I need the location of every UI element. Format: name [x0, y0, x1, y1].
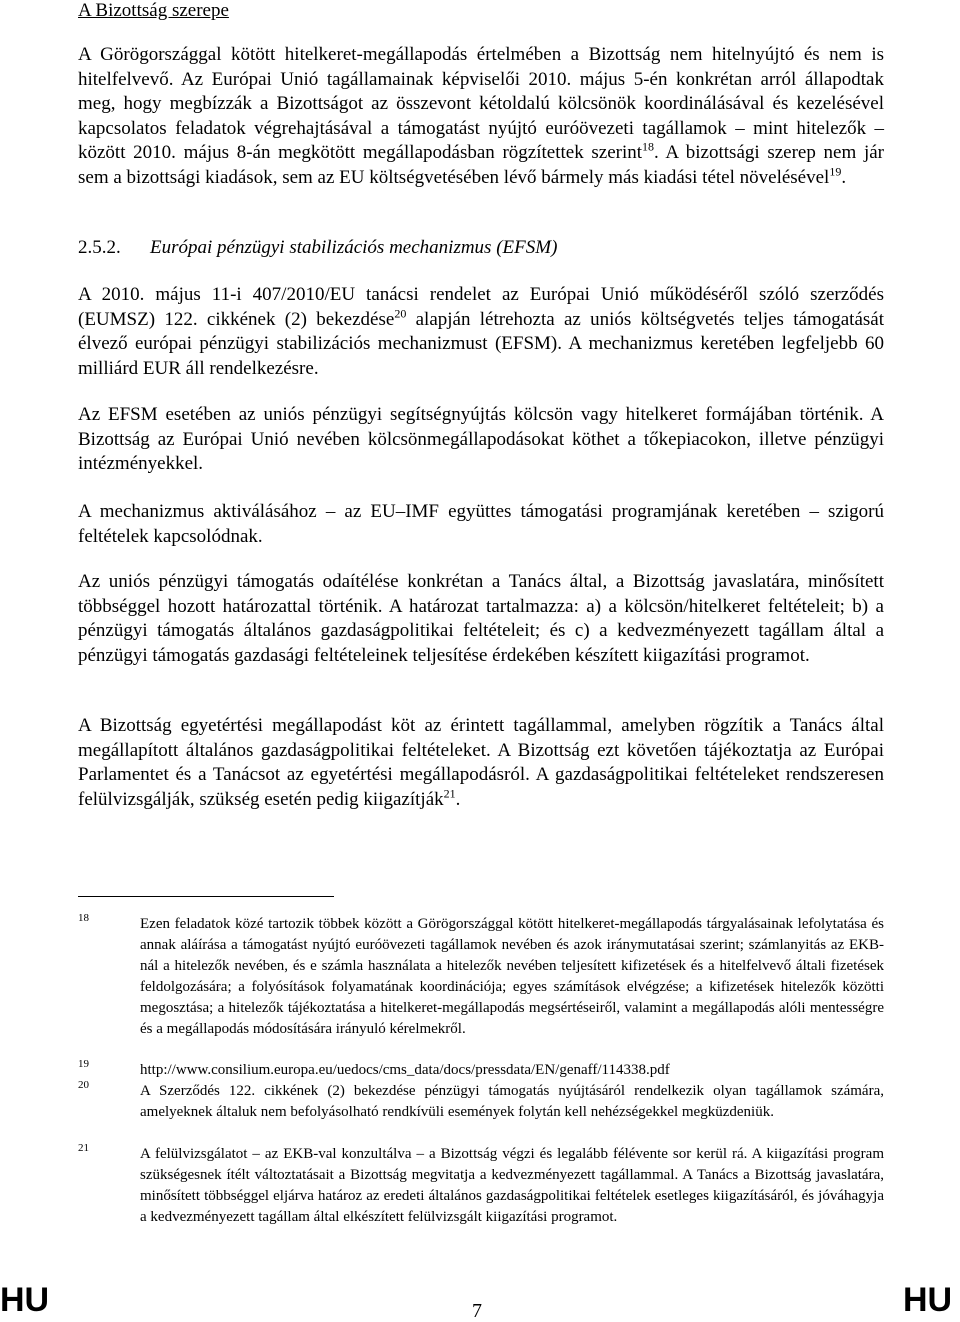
footnote-text-18: Ezen feladatok közé tartozik többek között a Görögországgal kötött hitelkeret-megállapodás tárgyalásainak lefolytatása és annak aláírása a támogatást nyújtó euróövezeti tagállamok nevében és azok iránymutatásai szerint; számlanyitás az EKB-nál a hitelezők nevében, és e számla használata a hitelezők nevében teljesített kifizetések és a hitelfelvevő általi fizetések feldolgozására; a folyósítások folyamatának koordinációja; egyes számítások elvégzése; a kifizetések hitelezők közötti megosztása; a hitelezők tájékoztatása a hitelkeret-megállapodás megsértéseiről, valamint a megállapodás alóli mentességre és a megállapodás módosítására irányuló kérelmekről.	[140, 916, 884, 1037]
paragraph-memorandum	[78, 714, 884, 812]
paragraph-text: alapján létrehozta az uniós költségvetés teljes támogatását élvező európai pénzügyi stabilizációs mechanizmust (EFSM). A mechanizmus keretében legfeljebb 60 milliárd EUR áll rendelkezésre.	[78, 308, 884, 379]
footnote-number-21: 21	[78, 1142, 89, 1154]
footnote-ref-20[interactable]: 20	[394, 306, 407, 321]
paragraph-efsm-regulation	[78, 283, 884, 381]
footnote-ref-18[interactable]: 18	[642, 139, 655, 154]
subsection-heading	[78, 236, 557, 260]
paragraph-text: A Görögországgal kötött hitelkeret-megállapodás értelmében a Bizottság nem hitelnyújtó és nem is hitelfelvevő. Az Európai Unió tagállamainak képviselői 2010. május 5-én konkrétan arról állapodtak meg, hogy megbízzák a Bizottságot az összevont kétoldalú kölcsönök koordinálásával és kezelésével kapcsolatos feladatok végrehajtásával a támogatást nyújtó euróövezeti tagállamok – mint hitelezők – között 2010. május 8-án megkötött megállapodásban rögzítettek szerint	[78, 44, 884, 163]
paragraph-council-decision: Az uniós pénzügyi támogatás odaítélése konkrétan a Tanács által, a Bizottság javaslatára, minősített többséggel hozott határozattal történik. A határozat tartalmazza: a) a kölcsön/hitelkeret feltételeit; b) a pénzügyi támogatás általános gazdaságpolitikai feltételeit; és c) a kedvezményezett tagállam által a pénzügyi támogatás gazdasági feltételeinek teljesítése érdekében készített kiigazítási programot.	[78, 571, 884, 666]
page-number: 7	[472, 1300, 482, 1322]
paragraph-conditions: A mechanizmus aktiválásához – az EU–IMF együttes támogatási programjának keretében – szigorú feltételek kapcsolódnak.	[78, 501, 884, 547]
footnote-text-21: A felülvizsgálatot – az EKB-val konzultálva – a Bizottság végzi és legalább félévente sor kerül rá. A kiigazítási program szükségesnek ítélt változtatásait a Bizottság megvitatja a kedvezményezett tagállammal. A Tanács a Bizottság javaslatára, minősített többséggel eljárva határoz az eredeti általános gazdaságpolitikai feltételek esetleges kiigazításáról, és jóváhagyja a kedvezményezett tagállam által elkészített felülvizsgált kiigazítási programot.	[140, 1146, 884, 1225]
footer-language-left: HU	[0, 1281, 50, 1319]
subsection-title: Európai pénzügyi stabilizációs mechanizmus (EFSM)	[150, 237, 558, 258]
paragraph-text: .	[455, 788, 461, 810]
section-heading: A Bizottság szerepe	[78, 0, 229, 21]
paragraph-efsm-form: Az EFSM esetében az uniós pénzügyi segítségnyújtás kölcsön vagy hitelkeret formájában történik. A Bizottság az Európai Unió nevében kölcsönmegállapodásokat köthet a tőkepiacokon, illetve pénzügyi intézményekkel.	[78, 404, 884, 474]
footnote-link-19[interactable]: http://www.consilium.europa.eu/uedocs/cms_data/docs/pressdata/EN/genaff/114338.pdf	[140, 1062, 670, 1078]
footnote-number-19: 19	[78, 1058, 89, 1070]
paragraph-text: .	[841, 166, 847, 188]
paragraph-commission-role	[78, 43, 884, 190]
footnote-number-20: 20	[78, 1079, 89, 1091]
footnote-ref-19[interactable]: 19	[829, 164, 842, 179]
footnote-text-20: A Szerződés 122. cikkének (2) bekezdése pénzügyi támogatás nyújtásáról rendelkezik olyan tagállamok számára, amelyeknek általuk nem befolyásolható rendkívüli események folytán kell nehézségekkel megküzdeniük.	[140, 1083, 884, 1120]
paragraph-text: A Bizottság egyetértési megállapodást köt az érintett tagállammal, amelyben rögzítik a Tanács által megállapított általános gazdaságpolitikai feltételeket. A Bizottság ezt követően tájékoztatja az Európai Parlamentet és a Tanácsot az egyetértési megállapodásról. A gazdaságpolitikai feltételeket rendszeresen felülvizsgálják, szükség esetén pedig kiigazítják	[78, 715, 884, 810]
footer-language-right: HU	[903, 1281, 953, 1319]
footnote-separator	[78, 896, 334, 897]
paragraph-text: . A bizottsági szerep nem jár sem a bizottsági kiadások, sem az EU költségvetésében lévő bármely más kiadási tétel növelésével	[78, 142, 884, 188]
paragraph-text: A 2010. május 11-i 407/2010/EU tanácsi rendelet az Európai Unió működéséről szóló szerződés (EUMSZ) 122. cikkének (2) bekezdése	[78, 284, 884, 330]
footnote-ref-21[interactable]: 21	[443, 786, 456, 801]
footnote-number-18: 18	[78, 912, 89, 924]
subsection-number: 2.5.2.	[78, 237, 121, 258]
